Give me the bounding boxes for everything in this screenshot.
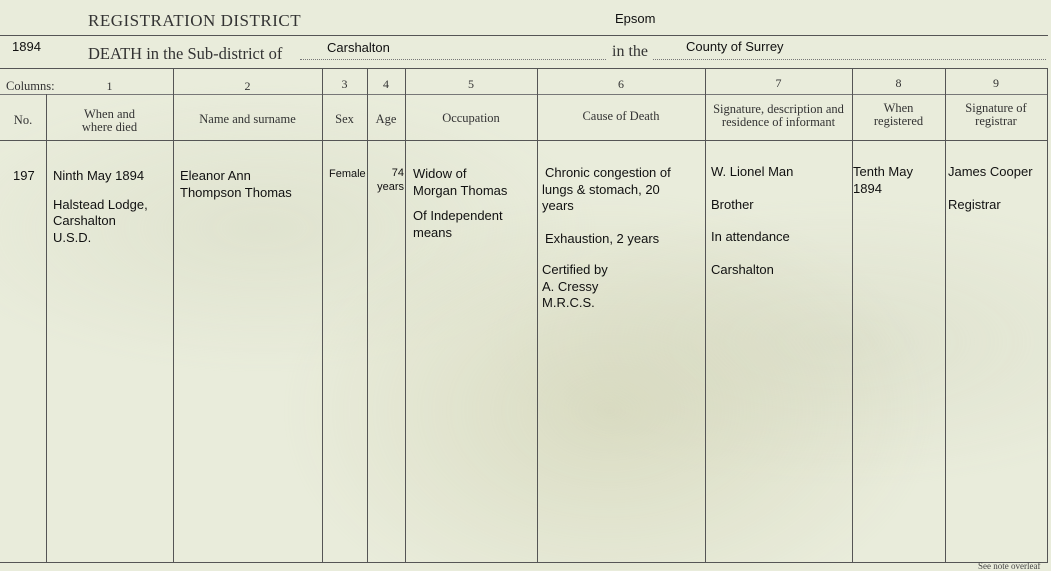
entry-name-line-1: Eleanor Ann — [180, 168, 251, 183]
header-registered-line-1: When — [883, 101, 914, 115]
entry-registrar-line-2: Registrar — [948, 196, 1001, 212]
county-dotted-line — [653, 59, 1046, 60]
header-when-where — [46, 108, 173, 134]
header-occupation: Occupation — [442, 111, 500, 125]
divider-8 — [852, 68, 853, 562]
entry-cause — [542, 165, 702, 312]
border-right — [1047, 68, 1048, 562]
column-number-1: 1 — [106, 79, 113, 93]
header-age: Age — [375, 112, 397, 126]
column-number-5: 5 — [468, 77, 474, 91]
header-informant — [705, 103, 852, 129]
registration-district-value: Epsom — [615, 11, 656, 26]
divider-9 — [945, 68, 946, 562]
columns-label: Columns: — [6, 79, 55, 93]
entry-place-line-3: U.S.D. — [53, 229, 92, 245]
rule-bottom — [0, 562, 1048, 563]
divider-1 — [46, 94, 47, 562]
divider-7 — [705, 68, 706, 562]
entry-cause-line-1: Chronic congestion of — [545, 165, 671, 180]
year-value: 1894 — [12, 39, 41, 54]
entry-occupation-line-3: Of Independent — [413, 208, 503, 223]
column-number-8: 8 — [895, 76, 902, 90]
divider-3 — [322, 68, 323, 562]
entry-cause-line-7: M.R.C.S. — [542, 295, 595, 310]
divider-2 — [173, 68, 174, 562]
header-cause: Cause of Death — [582, 109, 660, 123]
header-registrar — [945, 102, 1047, 128]
header-name: Name and surname — [199, 112, 296, 126]
rule-columns-top — [0, 68, 1048, 69]
header-informant-line-1: Signature, description and — [713, 102, 844, 116]
entry-informant — [711, 164, 851, 278]
header-when-where-line-1: When and — [83, 107, 136, 121]
divider-4 — [367, 68, 368, 562]
entry-cause-line-4: Exhaustion, 2 years — [545, 230, 660, 246]
entry-registrar-line-1: James Cooper — [948, 164, 1033, 179]
header-no: No. — [13, 113, 33, 127]
header-registrar-line-1: Signature of — [965, 101, 1027, 115]
entry-age-unit: years — [377, 181, 404, 193]
header-informant-line-2: residence of informant — [721, 115, 836, 129]
footer-note: See note overleaf — [978, 561, 1041, 571]
header-registered — [852, 102, 945, 128]
entry-occupation-line-1: Widow of — [413, 166, 467, 181]
entry-informant-line-4: Carshalton — [711, 261, 774, 277]
rule-top — [0, 35, 1048, 36]
entry-place-line-2: Carshalton — [53, 213, 116, 228]
entry-date-died: Ninth May 1894 — [53, 168, 145, 183]
entry-registrar — [948, 164, 1046, 213]
entry-age — [369, 166, 404, 194]
header-when-where-line-2: where died — [81, 120, 138, 134]
subdistrict-dotted-line — [300, 59, 606, 60]
entry-cause-line-3: years — [542, 198, 574, 213]
entry-occupation-line-4: means — [413, 224, 453, 240]
entry-informant-line-3: In attendance — [711, 229, 790, 244]
registration-district-label: REGISTRATION DISTRICT — [88, 11, 302, 30]
column-number-7: 7 — [775, 76, 782, 90]
column-number-6: 6 — [618, 77, 624, 91]
column-number-3: 3 — [341, 77, 348, 91]
rule-headers-bottom — [0, 140, 1048, 141]
subdistrict-value: Carshalton — [327, 40, 390, 55]
entry-sex: Female — [329, 168, 366, 180]
entry-name-line-2: Thompson Thomas — [180, 184, 292, 200]
header-registrar-line-2: registrar — [975, 114, 1017, 128]
entry-registered-line-2: 1894 — [853, 180, 882, 196]
entry-cause-line-5: Certified by — [542, 262, 608, 277]
header-registered-line-2: registered — [873, 114, 924, 128]
column-number-4: 4 — [383, 77, 389, 91]
entry-registered-line-1: Tenth May — [853, 164, 913, 179]
in-the-label: in the — [612, 43, 648, 60]
entry-informant-line-1: W. Lionel Man — [711, 164, 794, 179]
entry-occupation-line-2: Morgan Thomas — [413, 182, 508, 198]
county-value: County of Surrey — [686, 39, 784, 54]
entry-place-line-1: Halstead Lodge, — [53, 196, 148, 212]
entry-registered — [853, 164, 943, 197]
entry-name — [180, 168, 320, 201]
divider-5 — [405, 68, 406, 562]
entry-number: 197 — [13, 168, 35, 183]
entry-cause-line-2: lungs & stomach, 20 — [542, 181, 660, 197]
column-number-9: 9 — [993, 76, 999, 90]
column-number-2: 2 — [244, 79, 251, 93]
entry-occupation — [413, 166, 535, 241]
entry-when-where — [53, 168, 171, 246]
entry-age-number: 74 — [391, 167, 404, 179]
divider-6 — [537, 68, 538, 562]
death-subdistrict-label: DEATH in the Sub-district of — [88, 44, 283, 63]
entry-informant-line-2: Brother — [711, 196, 754, 212]
rule-numbers — [0, 94, 1048, 95]
header-sex: Sex — [335, 112, 354, 126]
entry-cause-line-6: A. Cressy — [542, 278, 599, 294]
